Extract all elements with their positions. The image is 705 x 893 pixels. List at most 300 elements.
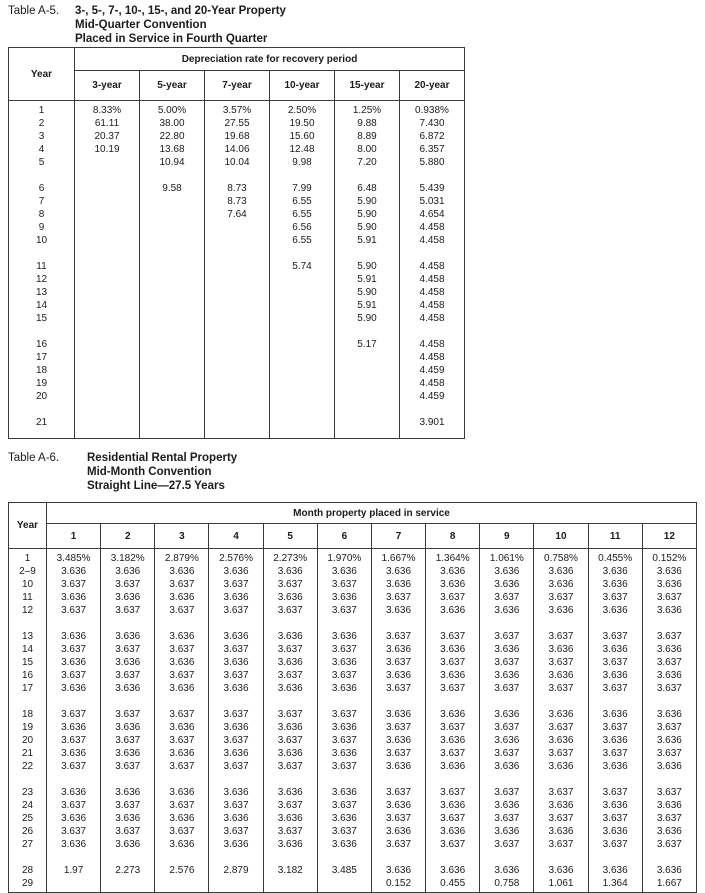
spacer-cell [335,403,400,416]
rate-cell [205,221,270,234]
rate-cell: 3.636 [263,656,317,669]
spacer-cell [335,429,400,439]
table-row [9,101,465,118]
rate-cell [75,221,140,234]
rate-cell: 3.636 [642,578,696,591]
rate-cell: 3.637 [371,812,425,825]
year-cell: 10 [9,578,47,591]
rate-cell: 3.637 [480,838,534,851]
table-row [9,130,465,143]
column-header: 7-year [205,71,270,101]
table-row [9,273,465,286]
rate-cell [75,338,140,351]
spacer-cell [47,773,101,786]
rate-cell: 3.637 [588,838,642,851]
rate-cell: 3.637 [317,578,371,591]
spacer-cell [47,617,101,630]
rate-cell [75,377,140,390]
spacer-cell [205,247,270,260]
table-row [9,156,465,169]
rate-cell: 3.637 [371,747,425,760]
rate-cell: 3.636 [47,786,101,799]
table-a6-title [87,451,237,493]
rate-cell: 3.636 [263,721,317,734]
rate-cell: 3.637 [534,812,588,825]
rate-cell [155,877,209,890]
spacer-cell [400,325,465,338]
spacer-cell [480,890,534,893]
rate-cell: 3.637 [101,604,155,617]
rate-cell: 3.637 [155,708,209,721]
rate-cell: 3.636 [588,799,642,812]
spacer-cell [9,773,47,786]
rate-cell [140,351,205,364]
spacer-cell [371,773,425,786]
spacer-cell [155,890,209,893]
table-body [9,101,465,439]
rate-cell [140,221,205,234]
spacer-cell [426,773,480,786]
rate-cell [75,416,140,429]
rate-cell: 3.637 [155,578,209,591]
rate-cell: 3.636 [101,682,155,695]
year-cell: 16 [9,338,75,351]
spacer-cell [47,851,101,864]
column-header: 8 [426,524,480,549]
spacer-cell [317,851,371,864]
spacer-cell [140,325,205,338]
spacer-cell [642,890,696,893]
table-row [9,234,465,247]
year-cell: 2–9 [9,565,47,578]
spacer-cell [534,617,588,630]
table-row [9,208,465,221]
rate-cell: 3.636 [426,799,480,812]
table-row [9,117,465,130]
rate-cell: 0.758% [534,549,588,566]
spacer-cell [101,851,155,864]
rate-cell: 3.636 [101,812,155,825]
rate-cell [75,351,140,364]
rate-cell: 15.60 [270,130,335,143]
rate-cell: 7.20 [335,156,400,169]
year-cell: 1 [9,549,47,566]
table-row [9,786,697,799]
table-row [9,591,697,604]
spacer-row [9,247,465,260]
spacer-cell [205,403,270,416]
year-cell: 18 [9,708,47,721]
rate-cell: 3.637 [534,630,588,643]
spacer-cell [140,169,205,182]
rate-cell: 3.637 [426,682,480,695]
year-cell: 14 [9,299,75,312]
rate-cell: 3.637 [642,747,696,760]
rate-cell: 3.636 [426,760,480,773]
rate-cell: 3.485 [317,864,371,877]
rate-cell: 0.758 [480,877,534,890]
rate-cell [140,234,205,247]
rate-cell: 3.636 [534,565,588,578]
spacer-cell [335,325,400,338]
year-cell: 26 [9,825,47,838]
rate-cell: 3.636 [155,656,209,669]
rate-cell: 9.58 [140,182,205,195]
rate-cell: 3.636 [263,838,317,851]
rate-cell: 3.636 [588,643,642,656]
spacer-row [9,169,465,182]
year-cell: 25 [9,812,47,825]
spacer-cell [209,695,263,708]
rate-cell: 3.636 [317,682,371,695]
rate-cell: 3.637 [263,799,317,812]
rate-cell: 6.56 [270,221,335,234]
rate-cell: 3.637 [480,747,534,760]
rate-cell: 3.636 [263,747,317,760]
rate-cell: 3.637 [534,721,588,734]
spacer-cell [47,890,101,893]
rate-cell: 3.636 [588,864,642,877]
rate-cell [205,377,270,390]
rate-cell: 3.636 [47,682,101,695]
rate-cell [270,351,335,364]
year-cell: 21 [9,747,47,760]
rate-cell: 3.636 [426,708,480,721]
table-row [9,312,465,325]
year-cell: 20 [9,390,75,403]
rate-cell: 20.37 [75,130,140,143]
rate-cell: 5.880 [400,156,465,169]
rate-cell: 3.637 [155,799,209,812]
spacer-row [9,773,697,786]
rate-cell [270,416,335,429]
rate-cell: 0.455 [426,877,480,890]
year-cell: 5 [9,156,75,169]
spacer-cell [9,429,75,439]
rate-cell: 8.73 [205,195,270,208]
rate-cell: 3.636 [47,747,101,760]
rate-cell: 3.636 [317,591,371,604]
spacer-cell [588,773,642,786]
rate-cell: 3.637 [534,591,588,604]
spacer-cell [209,890,263,893]
rate-cell: 3.636 [101,591,155,604]
column-header: 12 [642,524,696,549]
year-cell: 23 [9,786,47,799]
spacer-cell [400,169,465,182]
rate-cell: 3.636 [263,812,317,825]
rate-cell: 6.55 [270,234,335,247]
rate-cell: 3.636 [155,682,209,695]
rate-cell: 4.458 [400,299,465,312]
table-row [9,669,697,682]
rate-cell [140,273,205,286]
rate-cell [335,416,400,429]
year-cell: 9 [9,221,75,234]
rate-cell [205,312,270,325]
rate-cell: 3.636 [534,708,588,721]
rate-cell: 3.636 [426,604,480,617]
rate-cell: 3.636 [101,747,155,760]
table-a6-label: Table A-6. [8,452,60,464]
rate-cell: 3.636 [155,565,209,578]
table-a5-caption [8,4,286,46]
rate-cell [75,273,140,286]
table-row [9,747,697,760]
column-header: 9 [480,524,534,549]
rate-cell: 1.667% [371,549,425,566]
rate-cell: 3.636 [317,565,371,578]
rate-cell: 3.637 [588,656,642,669]
depreciation-table-a5 [8,47,465,439]
rate-cell [75,260,140,273]
table-row [9,721,697,734]
table-row [9,760,697,773]
rate-cell: 6.357 [400,143,465,156]
rate-cell: 8.00 [335,143,400,156]
rate-cell: 3.637 [155,643,209,656]
rate-cell: 3.636 [371,760,425,773]
rate-cell: 3.637 [101,708,155,721]
year-cell: 8 [9,208,75,221]
rate-cell: 3.636 [155,786,209,799]
spacer-cell [101,773,155,786]
rate-cell: 7.430 [400,117,465,130]
column-header-row [9,524,697,549]
rate-cell: 3.637 [209,760,263,773]
table-row [9,734,697,747]
table-row [9,812,697,825]
spacer-cell [371,890,425,893]
spacer-cell [9,851,47,864]
rate-cell: 4.459 [400,390,465,403]
table-row [9,682,697,695]
rate-cell [140,312,205,325]
rate-cell: 3.636 [209,630,263,643]
rate-cell [205,338,270,351]
rate-cell: 3.636 [588,565,642,578]
spacer-cell [270,403,335,416]
rate-cell: 3.637 [101,578,155,591]
rate-cell: 3.637 [534,786,588,799]
title-line: Mid-Quarter Convention [75,19,207,31]
spacer-cell [9,890,47,893]
spacer-cell [371,695,425,708]
rate-cell: 14.06 [205,143,270,156]
table-row [9,799,697,812]
rate-cell: 4.458 [400,351,465,364]
rate-cell: 4.458 [400,273,465,286]
rate-cell: 4.458 [400,377,465,390]
rate-cell: 3.637 [47,578,101,591]
rate-cell: 3.637 [47,708,101,721]
rate-cell: 3.636 [47,630,101,643]
rate-cell: 3.636 [480,760,534,773]
table-row [9,838,697,851]
rate-cell: 3.637 [642,682,696,695]
rate-cell: 10.04 [205,156,270,169]
rate-cell: 3.637 [101,799,155,812]
rate-cell: 3.637 [317,734,371,747]
table-header-row [9,48,465,71]
rate-cell: 3.637 [371,838,425,851]
rate-cell: 22.80 [140,130,205,143]
rate-cell: 9.88 [335,117,400,130]
rate-cell [75,364,140,377]
year-cell: 7 [9,195,75,208]
rate-cell: 3.636 [480,825,534,838]
rate-cell [75,156,140,169]
rate-cell [270,338,335,351]
rate-cell: 3.636 [101,721,155,734]
year-cell: 12 [9,273,75,286]
spacer-cell [75,169,140,182]
rate-cell: 2.576 [155,864,209,877]
rate-cell [335,364,400,377]
spacer-cell [263,773,317,786]
rate-cell: 3.636 [209,838,263,851]
rate-cell [205,390,270,403]
rate-cell: 3.636 [480,864,534,877]
table-row [9,299,465,312]
rate-cell: 3.636 [426,825,480,838]
rate-cell: 1.364% [426,549,480,566]
spacer-cell [140,429,205,439]
spacer-cell [205,325,270,338]
rate-cell: 7.99 [270,182,335,195]
rate-cell: 2.273 [101,864,155,877]
rate-cell [270,390,335,403]
rate-cell: 3.637 [263,604,317,617]
rate-cell: 3.636 [317,656,371,669]
table-row [9,825,697,838]
table-a6-caption [8,451,237,493]
rate-cell: 3.636 [642,864,696,877]
rate-cell: 6.872 [400,130,465,143]
rate-cell [335,351,400,364]
rate-cell: 3.636 [47,656,101,669]
rate-cell: 3.637 [426,656,480,669]
rate-cell: 8.73 [205,182,270,195]
rate-cell [270,364,335,377]
table-row [9,260,465,273]
rate-cell: 3.636 [588,760,642,773]
rate-cell [317,877,371,890]
rate-cell: 3.636 [588,604,642,617]
rate-cell: 3.637 [101,669,155,682]
rate-cell: 3.182 [263,864,317,877]
year-cell: 2 [9,117,75,130]
rate-cell: 3.636 [642,669,696,682]
rate-cell [75,182,140,195]
rate-cell: 5.91 [335,299,400,312]
rate-cell: 3.636 [101,630,155,643]
rate-cell: 3.637 [371,682,425,695]
year-cell: 11 [9,591,47,604]
rate-cell: 3.636 [263,786,317,799]
spacer-row [9,695,697,708]
spacer-cell [209,851,263,864]
spacer-cell [317,695,371,708]
year-cell: 24 [9,799,47,812]
table-row [9,565,697,578]
column-header: 1 [47,524,101,549]
spacer-cell [371,617,425,630]
rate-cell: 3.637 [642,591,696,604]
rate-cell: 3.636 [371,604,425,617]
column-header: 5 [263,524,317,549]
spacer-cell [642,851,696,864]
rate-cell: 3.636 [588,578,642,591]
spacer-cell [400,429,465,439]
rate-cell: 3.636 [426,864,480,877]
spacer-cell [9,695,47,708]
rate-cell: 27.55 [205,117,270,130]
rate-cell: 3.637 [588,812,642,825]
rate-cell [75,195,140,208]
rate-cell: 3.182% [101,549,155,566]
rate-cell: 5.17 [335,338,400,351]
rate-cell: 5.74 [270,260,335,273]
rate-cell: 3.637 [642,656,696,669]
rate-cell: 3.636 [426,734,480,747]
rate-cell: 6.55 [270,208,335,221]
rate-cell: 5.91 [335,273,400,286]
title-line: Residential Rental Property [87,452,238,464]
rate-cell: 1.061% [480,549,534,566]
rate-cell: 3.636 [371,734,425,747]
rate-cell: 3.637 [47,604,101,617]
rate-cell: 3.637 [209,734,263,747]
rate-cell [205,299,270,312]
table-row [9,656,697,669]
rate-cell: 3.637 [588,721,642,734]
table-row [9,182,465,195]
spacer-cell [75,247,140,260]
table-row [9,286,465,299]
spacer-cell [205,169,270,182]
rate-cell: 3.637 [480,721,534,734]
title-line: Placed in Service in Fourth Quarter [75,33,268,45]
group-header: Depreciation rate for recovery period [75,48,465,71]
rate-cell: 3.637 [534,838,588,851]
table-header-row [9,503,697,524]
table-row [9,143,465,156]
rate-cell: 5.90 [335,260,400,273]
rate-cell: 3.636 [534,864,588,877]
title-line: Straight Line—27.5 Years [87,480,225,492]
rate-cell [270,286,335,299]
spacer-cell [588,617,642,630]
rate-cell: 1.364 [588,877,642,890]
group-header: Month property placed in service [47,503,697,524]
table-a5-title [75,4,286,46]
rate-cell [335,377,400,390]
rate-cell: 3.637 [155,760,209,773]
rate-cell: 3.637 [209,578,263,591]
spacer-cell [205,429,270,439]
year-cell: 12 [9,604,47,617]
spacer-cell [534,773,588,786]
rate-cell: 3.637 [317,825,371,838]
column-header: 15-year [335,71,400,101]
spacer-cell [9,169,75,182]
spacer-cell [534,890,588,893]
table-row [9,877,697,890]
rate-cell: 19.68 [205,130,270,143]
spacer-cell [270,325,335,338]
spacer-cell [140,247,205,260]
